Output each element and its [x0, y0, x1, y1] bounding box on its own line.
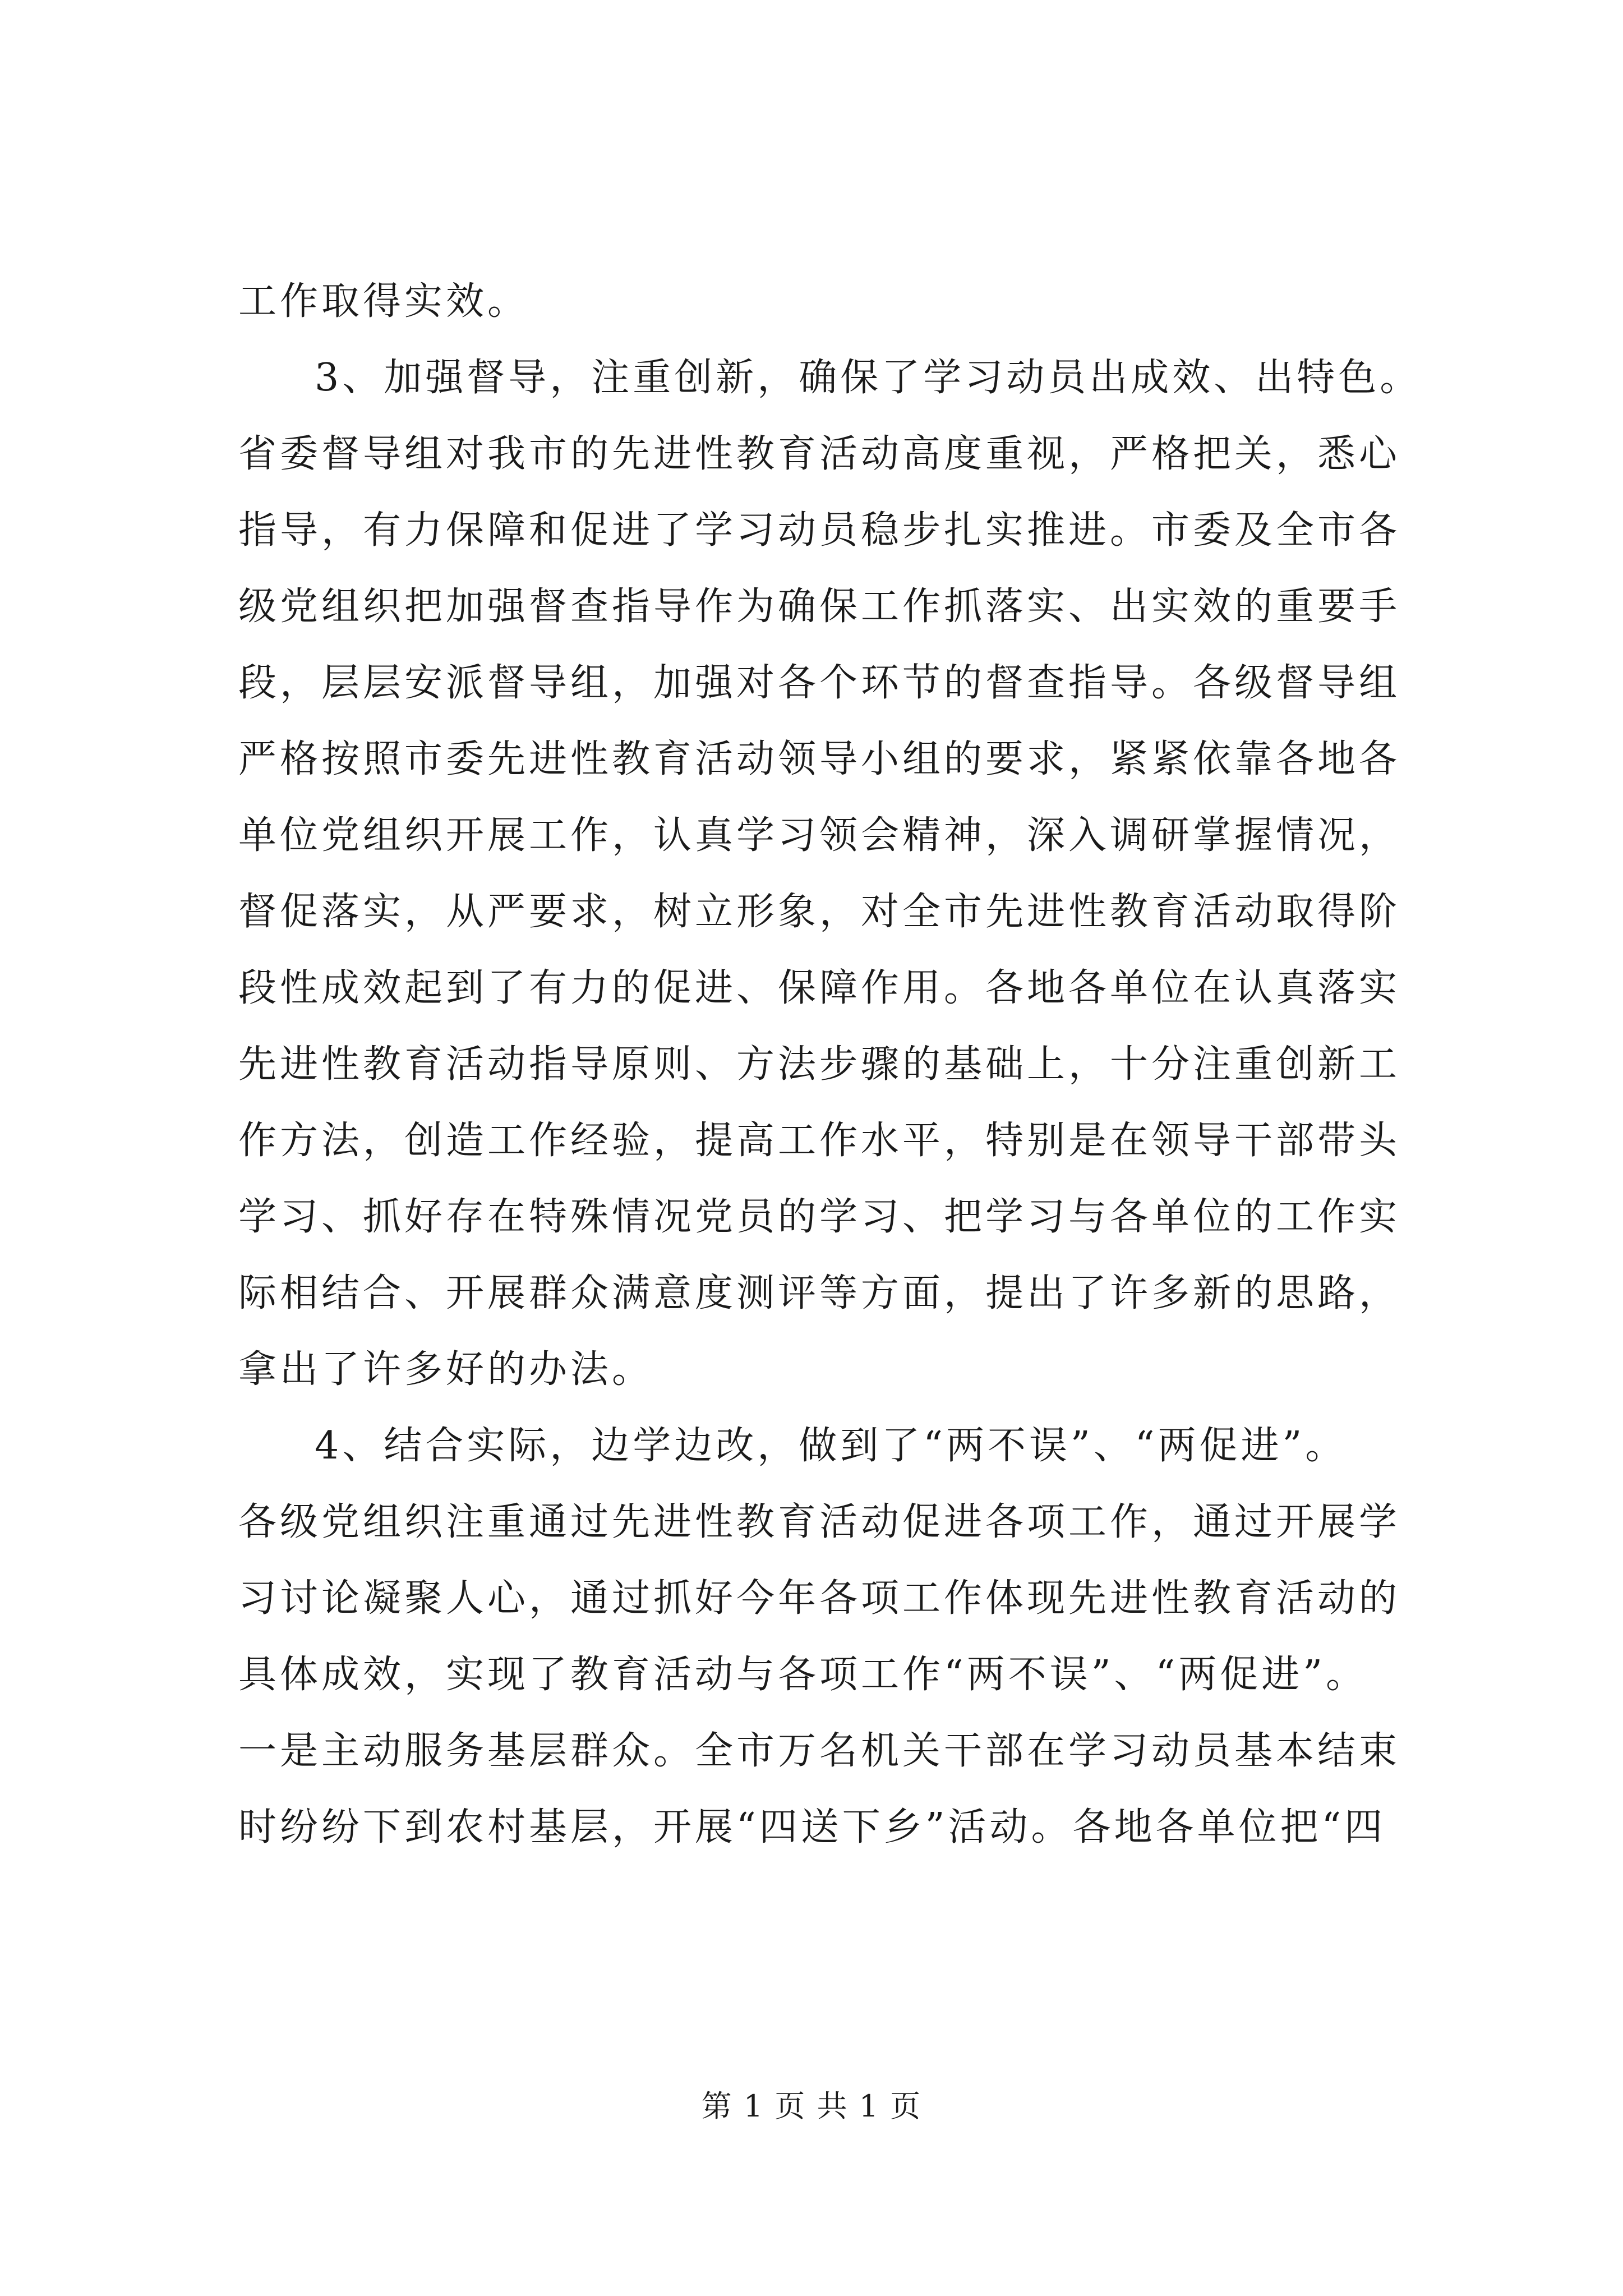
text-line: 时纷纷下到农村基层，开展“四送下乡”活动。各地各单位把“四	[238, 1805, 1386, 1849]
text-line: 省委督导组对我市的先进性教育活动高度重视，严格把关，悉心	[238, 432, 1401, 476]
text-line: 督促落实，从严要求，树立形象，对全市先进性教育活动取得阶	[238, 890, 1401, 934]
text-line: 段性成效起到了有力的促进、保障作用。各地各单位在认真落实	[238, 966, 1401, 1010]
text-line: 习讨论凝聚人心，通过抓好今年各项工作体现先进性教育活动的	[238, 1576, 1401, 1621]
text-line: 一是主动服务基层群众。全市万名机关干部在学习动员基本结束	[238, 1729, 1401, 1773]
text-line: 具体成效，实现了教育活动与各项工作“两不误”、“两促进”。	[238, 1653, 1368, 1697]
text-line: 工作取得实效。	[238, 279, 529, 324]
text-line: 段，层层安派督导组，加强对各个环节的督查指导。各级督导组	[238, 661, 1401, 705]
text-line: 际相结合、开展群众满意度测评等方面，提出了许多新的思路，	[238, 1271, 1401, 1315]
paragraph-heading-3: 3、加强督导，注重创新，确保了学习动员出成效、出特色。	[315, 356, 1422, 400]
text-line: 学习、抓好存在特殊情况党员的学习、把学习与各单位的工作实	[238, 1195, 1401, 1239]
text-line: 单位党组织开展工作，认真学习领会精神，深入调研掌握情况，	[238, 813, 1401, 858]
paragraph-heading-4: 4、结合实际，边学边改，做到了“两不误”、“两促进”。	[315, 1424, 1347, 1468]
text-line: 先进性教育活动指导原则、方法步骤的基础上，十分注重创新工	[238, 1042, 1401, 1087]
page-footer: 第 1 页 共 1 页	[701, 2088, 922, 2124]
document-body	[238, 264, 1433, 1866]
text-line: 指导，有力保障和促进了学习动员稳步扎实推进。市委及全市各	[238, 508, 1401, 553]
text-line: 拿出了许多好的办法。	[238, 1347, 654, 1392]
text-line: 作方法，创造工作经验，提高工作水平，特别是在领导干部带头	[238, 1119, 1401, 1163]
text-line: 级党组织把加强督查指导作为确保工作抓落实、出实效的重要手	[238, 585, 1401, 629]
text-line: 各级党组织注重通过先进性教育活动促进各项工作，通过开展学	[238, 1500, 1401, 1544]
text-line: 严格按照市委先进性教育活动领导小组的要求，紧紧依靠各地各	[238, 737, 1401, 781]
